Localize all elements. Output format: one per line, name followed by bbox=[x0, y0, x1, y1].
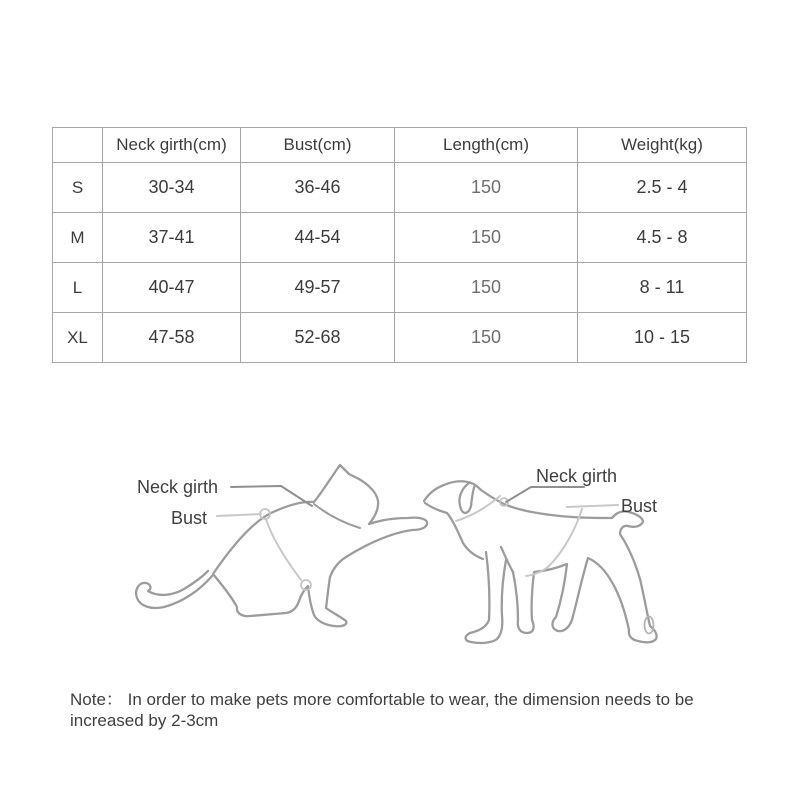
cat-neck-girth-label: Neck girth bbox=[137, 477, 219, 497]
weight-cell: 2.5 - 4 bbox=[578, 163, 747, 213]
length-cell: 150 bbox=[395, 213, 578, 263]
size-cell: M bbox=[53, 213, 103, 263]
weight-cell: 10 - 15 bbox=[578, 313, 747, 363]
bust-cell: 44-54 bbox=[241, 213, 395, 263]
weight-cell: 8 - 11 bbox=[578, 263, 747, 313]
cat-body-outline bbox=[213, 465, 427, 626]
cat-harness-ring-bottom bbox=[301, 580, 311, 590]
dog-harness-ring bbox=[500, 498, 508, 506]
size-cell: L bbox=[53, 263, 103, 313]
note-text: Note： In order to make pets more comfortable to wear, the dimension needs to be increased by 2-3cm bbox=[70, 690, 694, 730]
header-size bbox=[53, 128, 103, 163]
bust-cell: 36-46 bbox=[241, 163, 395, 213]
cat-bust-strap bbox=[266, 519, 301, 580]
length-cell: 150 bbox=[395, 313, 578, 363]
dog-neck-strap bbox=[456, 496, 500, 521]
cat-neck-strap bbox=[314, 504, 360, 528]
neck-girth-cell: 40-47 bbox=[103, 263, 241, 313]
header-neck-girth: Neck girth(cm) bbox=[103, 128, 241, 163]
dog-front-leg bbox=[466, 552, 506, 643]
neck-girth-cell: 30-34 bbox=[103, 163, 241, 213]
size-chart-table bbox=[52, 127, 747, 363]
dog-bust-strap bbox=[526, 509, 582, 576]
header-length: Length(cm) bbox=[395, 128, 578, 163]
cat-tail bbox=[136, 571, 212, 608]
cat-bust-label: Bust bbox=[171, 508, 208, 528]
bust-cell: 49-57 bbox=[241, 263, 395, 313]
table-row bbox=[53, 163, 747, 213]
dog-bust-label: Bust bbox=[621, 496, 658, 516]
dog-neck-girth-leader-line bbox=[506, 487, 584, 502]
dog-leg-spot bbox=[645, 617, 654, 634]
cat-bust-leader-line bbox=[217, 514, 261, 516]
header-weight: Weight(kg) bbox=[578, 128, 747, 163]
neck-girth-cell: 37-41 bbox=[103, 213, 241, 263]
size-cell: S bbox=[53, 163, 103, 213]
dog-chest-outline bbox=[425, 503, 483, 559]
dog-bust-leader-line bbox=[567, 505, 618, 507]
dog-ear bbox=[459, 483, 475, 513]
length-cell: 150 bbox=[395, 163, 578, 213]
bust-cell: 52-68 bbox=[241, 313, 395, 363]
length-cell: 150 bbox=[395, 263, 578, 313]
neck-girth-cell: 47-58 bbox=[103, 313, 241, 363]
cat-harness-ring-top bbox=[260, 509, 270, 519]
table-row bbox=[53, 263, 747, 313]
table-row bbox=[53, 213, 747, 263]
size-cell: XL bbox=[53, 313, 103, 363]
cat-neck-girth-leader-line bbox=[231, 486, 312, 506]
dog-neck-girth-label: Neck girth bbox=[536, 466, 618, 486]
weight-cell: 4.5 - 8 bbox=[578, 213, 747, 263]
table-header-row bbox=[53, 128, 747, 163]
header-bust: Bust(cm) bbox=[241, 128, 395, 163]
table-row bbox=[53, 313, 747, 363]
